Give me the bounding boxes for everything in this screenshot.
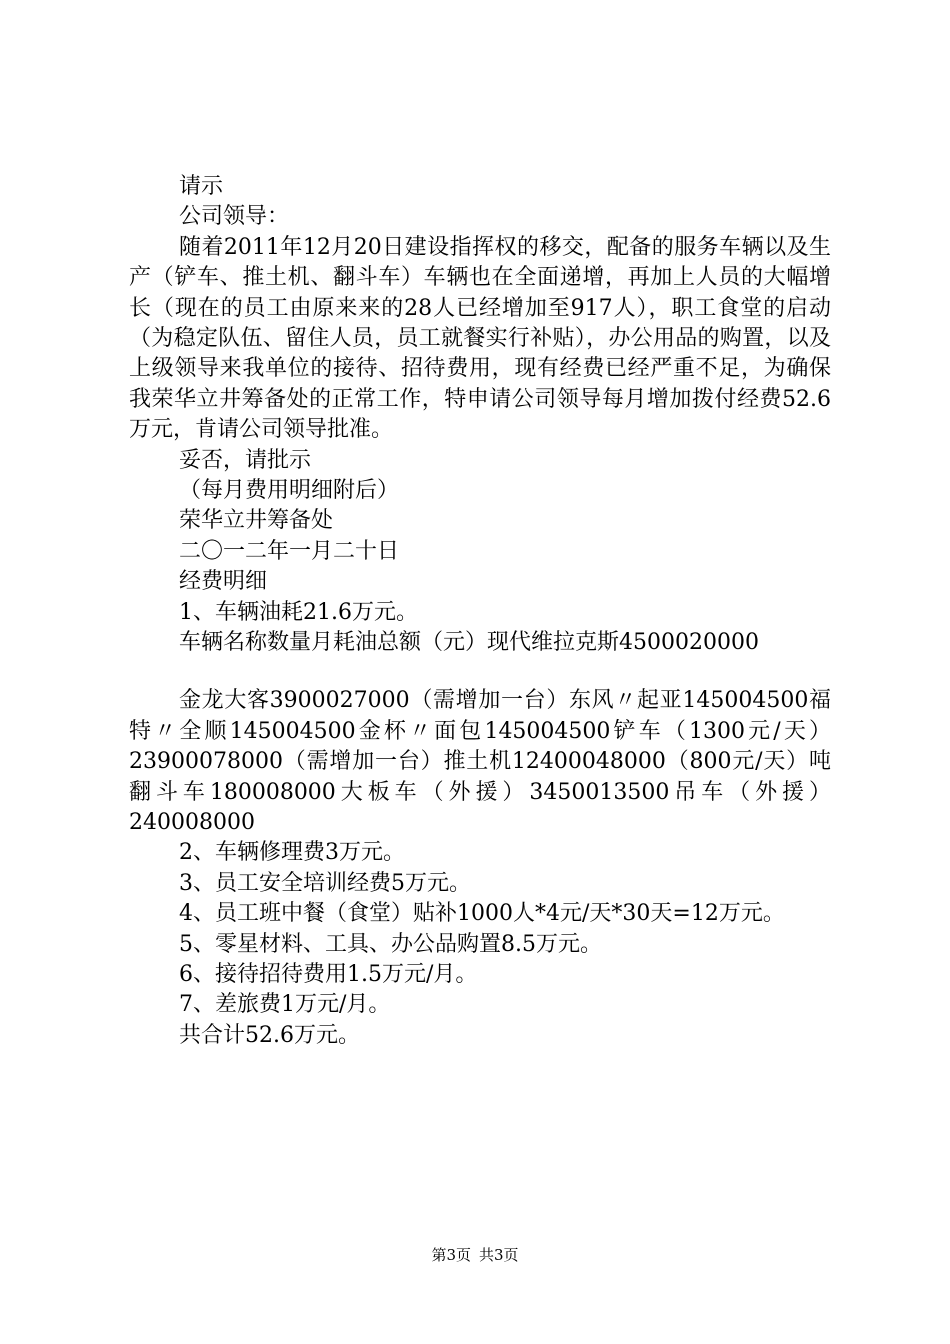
total-line: 共合计52.6万元。	[179, 1022, 360, 1048]
page-number: 第3页	[431, 1246, 471, 1264]
closing-line: 妥否，请批示	[179, 447, 312, 473]
document-heading: 请示	[179, 174, 224, 199]
detail-item-4: 4、员工班中餐（食堂）贴补1000人*4元/天*30天=12万元。	[179, 901, 785, 927]
detail-item-7: 7、差旅费1万元/月。	[179, 992, 391, 1018]
signature: 荣华立井筹备处	[179, 508, 334, 534]
body-paragraph: 随着2011年12月20日建设指挥权的移交，配备的服务车辆以及生产（铲车、推土机、翻斗车）车辆也在全面递增，再加上人员的大幅增长（现在的员工由原来来的28人已经增加至917人），职工食堂的启动（为稳定队伍、留住人员，员工就餐实行补贴），办公用品的购置，以及上级领导来我单位的接待、招待费用，现有经费已经严重不足，为确保我荣华立井筹备处的正常工作，特申请公司领导每月增加拨付经费52.6万元，肯请公司领导批准。	[129, 234, 831, 443]
page-count: 共3页	[479, 1246, 519, 1264]
attachment-note: （每月费用明细附后）	[179, 478, 400, 504]
detail-item-2: 2、车辆修理费3万元。	[179, 840, 405, 866]
detail-item-5: 5、零星材料、工具、办公品购置8.5万元。	[179, 931, 602, 957]
detail-title: 经费明细	[179, 569, 268, 595]
paragraph-gap	[129, 658, 831, 686]
vehicle-list-paragraph: 金龙大客3900027000（需增加一台）东风〃起亚145004500福特〃全顺145004500金杯〃面包145004500铲车（1300元/天）23900078000（需增加一台）推土机12400048000（800元/天）吨翻斗车180008000大板车（外援）3450013500吊车（外援）240008000	[129, 688, 831, 835]
date-line: 二〇一二年一月二十日	[179, 538, 400, 564]
detail-item-1: 1、车辆油耗21.6万元。	[179, 599, 418, 625]
detail-item-3: 3、员工安全培训经费5万元。	[179, 870, 471, 896]
page-footer	[0, 1244, 950, 1265]
document-body	[129, 172, 831, 1051]
detail-item-6: 6、接待招待费用1.5万元/月。	[179, 961, 478, 987]
salutation: 公司领导：	[179, 204, 290, 230]
vehicle-table-header: 车辆名称数量月耗油总额（元）现代维拉克斯4500020000	[179, 629, 759, 655]
